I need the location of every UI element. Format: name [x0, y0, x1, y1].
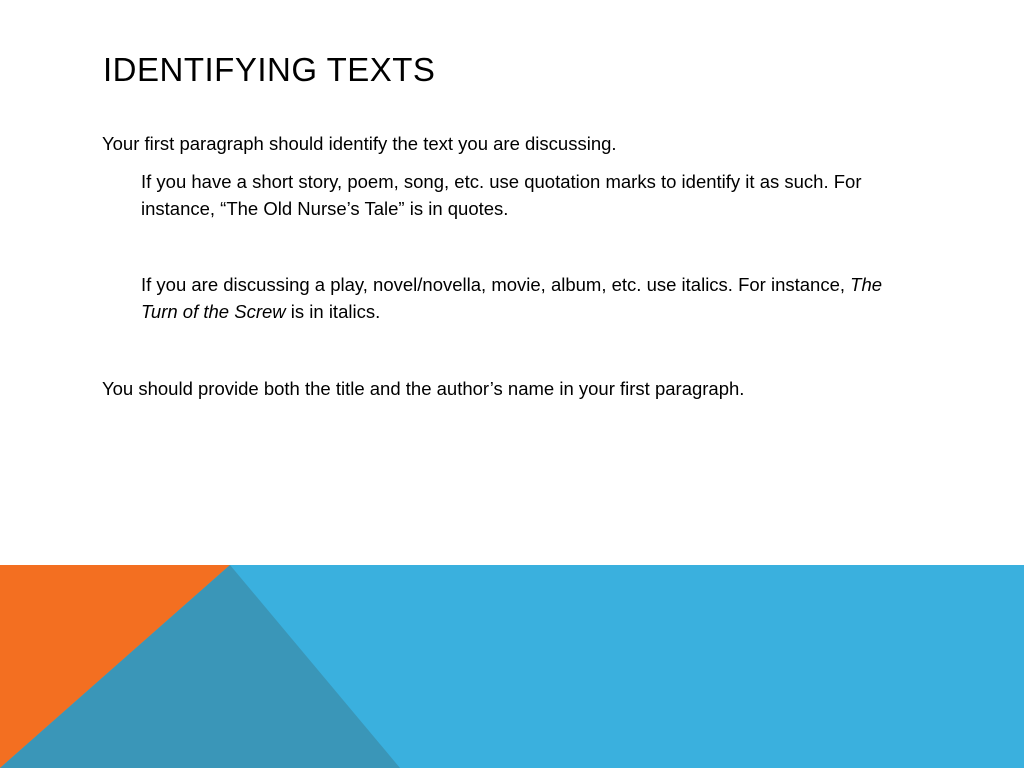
italic-title-example: The Turn of the Screw — [141, 274, 883, 322]
paragraph-identify-text: Your first paragraph should identify the text you are discussing. — [102, 133, 617, 154]
paragraph-quotation-marks: If you have a short story, poem, song, etc. use quotation marks to identify it as such. For instance, “The Old Nurse’s Tale” is in quotes. — [141, 171, 862, 219]
slide-body — [102, 130, 922, 402]
italics-text-after: is in italics. — [285, 301, 381, 322]
italics-text-before: If you are discussing a play, novel/novella, movie, album, etc. use italics. For instance, — [141, 274, 851, 295]
slide-title: IDENTIFYING TEXTS — [103, 51, 436, 88]
decorative-footer-shapes — [0, 565, 1024, 768]
paragraph-italics — [141, 271, 922, 325]
paragraph-title-and-author: You should provide both the title and the author’s name in your first paragraph. — [102, 378, 745, 399]
